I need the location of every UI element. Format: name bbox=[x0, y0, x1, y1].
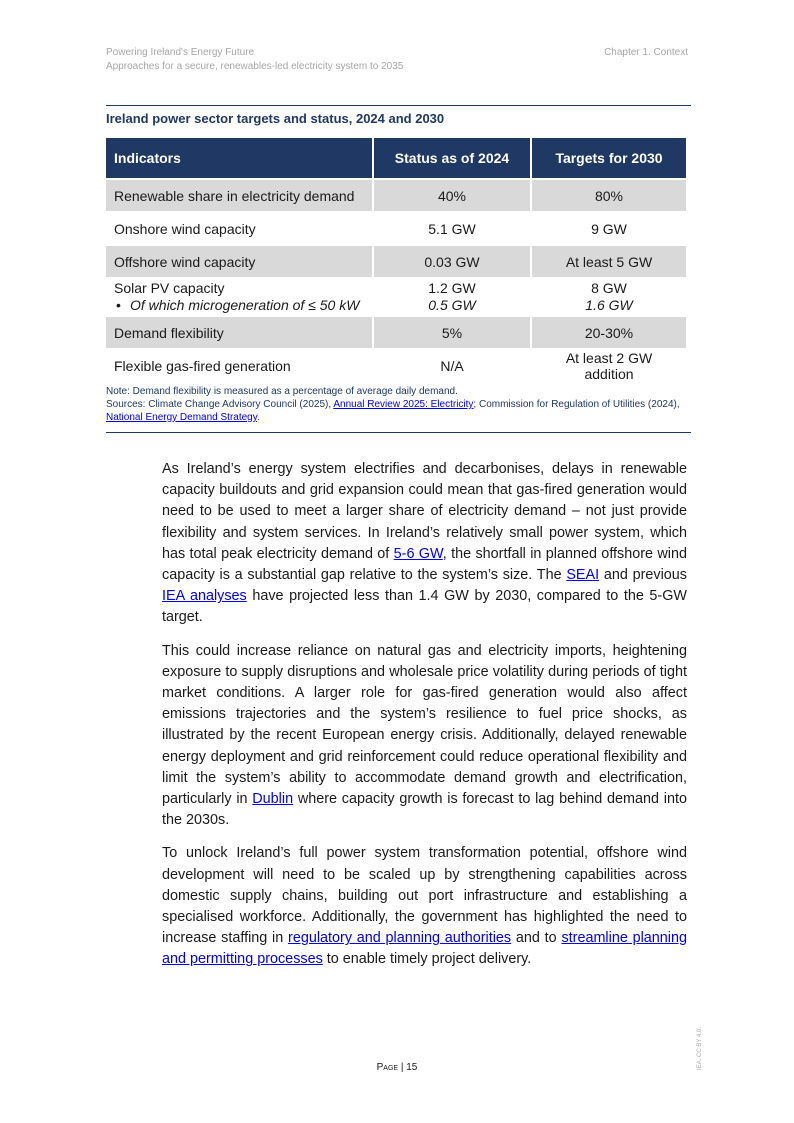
link-regulatory-authorities[interactable]: regulatory and planning authorities bbox=[288, 930, 512, 947]
paragraph bbox=[162, 459, 687, 629]
text-run: This could increase reliance on natural gas and electricity imports, heightening exposure to supply disruptions and wholesale price volatility during periods of tight market conditions. A larger role for gas-fired generation would also affect emissions trajectories and the system’s resilience to fuel price shocks, as illustrated by the recent European energy crisis. Additionally, delayed renewable energy deployment and grid reinforcement could reduce operational flexibility and limit the system’s ability to accommodate demand growth and electrification, particularly in bbox=[162, 642, 687, 808]
paragraph bbox=[162, 641, 687, 832]
text-run: , the shortfall in planned offshore wind capacity is a substantial gap relative to the system’s size. The bbox=[162, 545, 687, 584]
table-row bbox=[106, 244, 686, 277]
table-bottom-divider bbox=[106, 432, 691, 433]
indicator-cell: Offshore wind capacity bbox=[106, 244, 372, 277]
table-row bbox=[106, 277, 686, 315]
status-value: 1.2 GW bbox=[428, 280, 476, 296]
chapter-label: Chapter 1. Context bbox=[604, 47, 688, 58]
sources-text: . bbox=[257, 412, 260, 423]
table-row bbox=[106, 178, 686, 211]
link-seai[interactable]: SEAI bbox=[566, 567, 600, 584]
target-cell: At least 5 GW bbox=[532, 244, 686, 277]
text-run: where capacity growth is forecast to lag behind demand into the 2030s. bbox=[162, 791, 687, 829]
page-footer bbox=[0, 1062, 794, 1073]
source-link-annual-review[interactable]: Annual Review 2025: Electricity bbox=[333, 399, 474, 410]
page-separator: | bbox=[398, 1062, 407, 1073]
target-cell: 9 GW bbox=[532, 211, 686, 244]
status-cell bbox=[372, 277, 532, 315]
status-cell: 5.1 GW bbox=[372, 211, 532, 244]
running-header bbox=[106, 46, 403, 74]
page-number: 15 bbox=[406, 1062, 418, 1073]
text-run: to enable timely project delivery. bbox=[322, 951, 532, 968]
table-row bbox=[106, 211, 686, 244]
indicators-table bbox=[106, 138, 686, 382]
text-run: To unlock Ireland’s full power system transformation potential, offshore wind development will need to be scaled up by strengthening capabilities across domestic supply chains, building out port infrastructure and establishing a specialised workforce. Additionally, the government has highlighted the need to increase staffing in bbox=[162, 845, 687, 947]
indicator-cell bbox=[106, 277, 372, 315]
target-value: 8 GW bbox=[591, 280, 627, 296]
report-subtitle: Approaches for a secure, renewables-led electricity system to 2035 bbox=[106, 61, 404, 72]
table-title: Ireland power sector targets and status, 2024 and 2030 bbox=[106, 111, 445, 126]
indicator-cell: Renewable share in electricity demand bbox=[106, 178, 372, 211]
text-run: and previous bbox=[599, 567, 687, 584]
target-cell: At least 2 GW addition bbox=[532, 348, 686, 382]
link-peak-demand[interactable]: 5-6 GW bbox=[393, 545, 443, 562]
table-row bbox=[106, 348, 686, 382]
column-header-indicators: Indicators bbox=[106, 138, 372, 178]
target-cell: 80% bbox=[532, 178, 686, 211]
text-run: have projected less than 1.4 GW by 2030, compared to the 5-GW target. bbox=[162, 588, 688, 626]
link-streamline-planning[interactable]: streamline planning and permitting processes bbox=[162, 930, 688, 968]
table-row bbox=[106, 315, 686, 348]
sources-text: ; Commission for Regulation of Utilities (2024), bbox=[473, 399, 680, 410]
table-header-row bbox=[106, 138, 686, 178]
body-text bbox=[162, 459, 687, 983]
target-cell: 20-30% bbox=[532, 315, 686, 348]
link-iea-analyses[interactable]: IEA analyses bbox=[162, 588, 247, 605]
sub-target-value: 1.6 GW bbox=[585, 297, 633, 313]
indicator-cell: Onshore wind capacity bbox=[106, 211, 372, 244]
sub-indicator-label: Of which microgeneration of ≤ 50 kW bbox=[130, 297, 360, 313]
indicator-label: Solar PV capacity bbox=[114, 280, 225, 296]
sub-indicator bbox=[114, 297, 364, 314]
indicator-cell: Flexible gas-fired generation bbox=[106, 348, 372, 382]
page-label: Page bbox=[376, 1062, 399, 1073]
column-header-status: Status as of 2024 bbox=[372, 138, 532, 178]
text-run: and to bbox=[511, 930, 562, 947]
status-cell: 0.03 GW bbox=[372, 244, 532, 277]
source-link-demand-strategy[interactable]: National Energy Demand Strategy bbox=[106, 412, 258, 423]
table-notes bbox=[106, 385, 691, 424]
table-sources bbox=[106, 398, 691, 424]
bullet-icon: • bbox=[116, 297, 121, 313]
indicator-cell: Demand flexibility bbox=[106, 315, 372, 348]
link-dublin[interactable]: Dublin bbox=[252, 791, 294, 808]
paragraph bbox=[162, 843, 687, 970]
sources-text: Sources: Climate Change Advisory Council (2025), bbox=[106, 399, 334, 410]
text-run: As Ireland’s energy system electrifies and decarbonises, delays in renewable capacity buildouts and grid expansion could mean that gas-fired generation would need to be used to meet a larger share of electricity demand – not just provide flexibility and system services. In Ireland’s relatively small power system, which has total peak electricity demand of bbox=[162, 461, 687, 562]
status-cell: 5% bbox=[372, 315, 532, 348]
target-cell bbox=[532, 277, 686, 315]
column-header-targets: Targets for 2030 bbox=[532, 138, 686, 178]
status-cell: 40% bbox=[372, 178, 532, 211]
status-cell: N/A bbox=[372, 348, 532, 382]
table-top-divider bbox=[106, 105, 691, 106]
sub-status-value: 0.5 GW bbox=[428, 297, 476, 313]
table-note: Note: Demand flexibility is measured as a percentage of average daily demand. bbox=[106, 386, 458, 397]
license-note: IEA. CC BY 4.0. bbox=[697, 1027, 703, 1070]
report-title: Powering Ireland's Energy Future bbox=[106, 47, 255, 58]
